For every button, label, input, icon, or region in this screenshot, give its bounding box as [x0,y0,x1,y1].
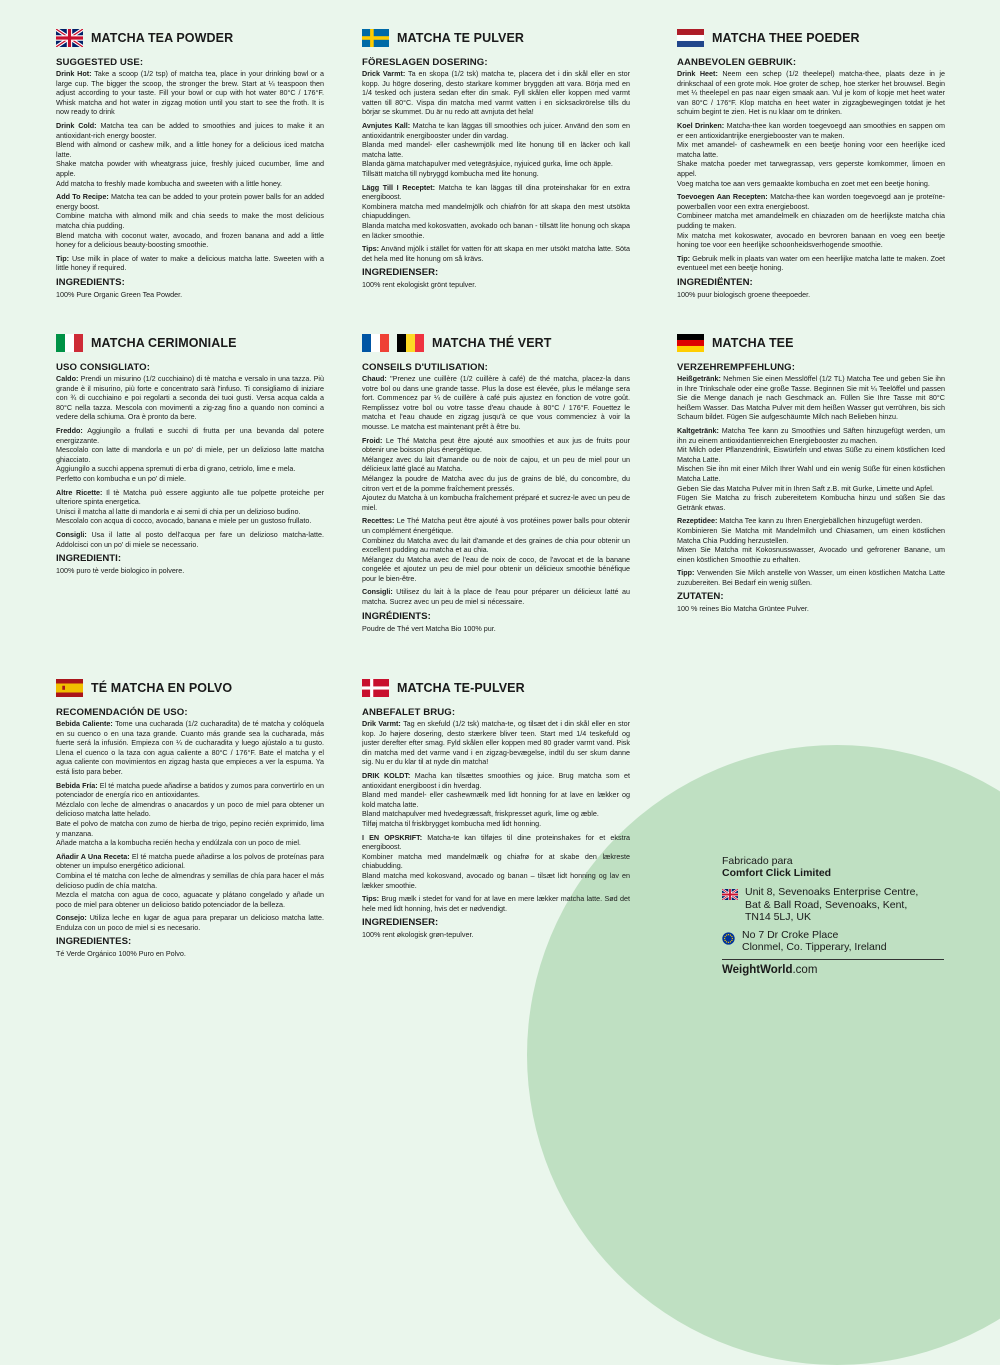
usage-lead: I EN OPSKRIFT: [362,832,423,842]
usage-lead: Consigli: [362,587,393,597]
usage-text: Matcha Tee kann zu Ihren Energiebällchen hinzugefügt werden. Kombinieren Sie Matcha mit Mandelmilch und Chiasamen, um einen köstlichen Matcha Chia Pudding herzustellen. Mixen Sie Matcha mit Kokosnusswasser, Avocado und gefrorener Banane, um einen köstlichen Smoothie zu erhalten. [677,516,945,564]
manufacturer-block [722,855,944,976]
netherlands-flag-icon [677,29,704,47]
section-swedish [362,28,630,290]
usage-heading: RECOMENDACIÓN DE USO: [56,707,188,718]
usage-paragraph [677,121,945,188]
usage-paragraph [677,374,945,422]
usage-lead: Tipp: [677,568,695,578]
usage-text: Matcha te kan läggas till dina proteinshakar för en extra energiboost. Kombinera matcha med mandelmjölk och chiafrön för att skapa den mest utsökta chiapuddingen. Blanda matcha med kokosvatten, avokado och banan - tillsätt lite honung och skapa en läcker smoothie. [362,182,630,240]
usage-paragraph [56,374,324,422]
usage-paragraph [56,69,324,117]
france-flag-icon [362,334,389,352]
address-line: TN14 5LJ, UK [745,911,811,923]
usage-lead: Koel Drinken: [677,120,725,130]
usage-lead: Kaltgetränk: [677,425,719,435]
usage-text: Matcha te kan läggas till smoothies och juicer. Använd den som en antioxidantrik energibooster under din vardag. Blanda med mandel- eller cashewmjölk med lite honung till en läcker och kall matcha latte. Blanda gärna matchapulver med vetegräsjuice, nyjuiced gurka, lime och äpple. Tillsätt matcha till nybryggd kombucha med lite honung. [362,120,630,178]
denmark-flag-icon [362,679,389,697]
website-brand: WeightWorld [722,963,793,976]
usage-paragraph [362,516,630,583]
section-header [677,333,945,353]
ingredients-heading: INGREDIENTI: [56,553,122,565]
section-title: MATCHA TEE [712,336,794,350]
usage-lead: Heißgetränk: [677,374,721,383]
usage-text: Matcha-thee kan worden toegevoegd aan je proteïne-powerballen voor een extra energieboost. Combineer matcha met amandelmelk en chiazaden om de heerlijkste matcha chia pudding te maken. Mix matcha met kokoswater, avocado en bevroren banaan en voeg een beetje honing toe voor een heerlijke schoonheidsverhogende smoothie. [677,192,945,250]
section-header [362,333,630,353]
usage-text: Gebruik melk in plaats van water om een heerlijke matcha latte te maken. Zoet eventueel met een beetje honing. [677,253,945,273]
eu-flag-icon [722,932,735,945]
usage-text: Ta en skopa (1/2 tsk) matcha te, placera det i din skål eller en stor kopp. Ju högre dosering, desto starkare kommer bryggden att vara. Börja med en 1/4 tesked och justera sedan efter din smak. Fyll skålen eller koppen med varmt vatten till 80°C. Vispa din matcha med varmt vatten i en sicksackrörelse tills du börjar se skummet. Du är nu redo att avnjuta det hela! [362,69,630,117]
usage-lead: Tip: [677,253,691,263]
usage-paragraph [362,374,630,432]
usage-text: Le Thé Matcha peut être ajouté à vos protéines power balls pour obtenir un complément énergétique. Combinez du Matcha avec du lait d'amande et des graines de chia pour obtenir un excellent pudding au matcha et au chia. Mélangez du Matcha avec de l'eau de noix de coco, de l'avocat et de la banane congelée et ajoutez un peu de miel pour obtenir un délicieux smoothie bénéfique pour le bien-être. [362,516,630,583]
usage-text: Matcha-te kan tilføjes til dine proteinshakes for et ekstra energiboost. Kombiner matcha med mandelmælk og chiafrø for at skabe den lækreste chiabudding. Bland matcha med kokosvand, avocado og banan – tilsæt lidt honning og lav en lækker smoothie. [362,832,630,890]
usage-lead: Añadir A Una Receta: [56,851,130,861]
usage-heading: FÖRESLAGEN DOSERING: [362,57,488,68]
ingredients-text: Té Verde Orgánico 100% Puro en Polvo. [56,949,186,959]
usage-text: Neem een schep (1/2 theelepel) matcha-thee, plaats deze in je drinkschaal of een grote mok. Hoe groter de schep, hoe sterker het brouwsel. Begin met ¼ theelepel en pas naar eigen smaak aan. Vul je kom of kopje met heet water van 80°C / 176°F. Klop matcha en heet water in zigzagbewegingen totdat je het schuim begint te zien. Het is nu klaar om te drinken. [677,69,945,117]
usage-lead: Recettes: [362,516,395,526]
usage-text: Matcha-thee kan worden toegevoegd aan smoothies en sappen om er een antioxidantrijke energiebooster van te maken. Mix met amandel- of cashewmelk en een beetje honing voor een heerlijke iced matcha latte. Shake matcha poeder met tarwegrassap, vers geperste komkommer, limoen en appel. Voeg matcha toe aan vers gemaakte kombucha en zoet met een beetje honing. [677,120,945,188]
usage-text: Matcha Tee kann zu Smoothies und Säften hinzugefügt werden, um ihn zu einem antioxidantienreichen Energiebooster zu machen. Mit Milch oder Pflanzendrink, Eiswürfeln und etwas Süße zu einem köstlichen Iced Matcha Latte. Mischen Sie ihn mit einer Milch Ihrer Wahl und ein wenig Süße für einen köstlichen Matcha Latte. Geben Sie das Matcha Pulver mit in Ihren Saft z.B. mit Gurke, Limette und Apfel. Fügen Sie Matcha zu frisch zubereitetem Kombucha hinzu und süßen Sie das Getränk etwas. [677,425,945,512]
ingredients-heading: INGREDIENTS: [56,276,125,288]
belgium-flag-icon [397,334,424,352]
section-title: MATCHA TE PULVER [397,31,525,45]
usage-lead: Rezeptidee: [677,516,718,526]
usage-text: El té matcha puede añadirse a batidos y zumos para convertirlo en un potenciador de energía rico en antioxidantes. Mézclalo con leche de almendras o anacardos y un poco de miel para obtener un delicioso matcha latte helado. Bate el polvo de matcha con zumo de hierba de trigo, pepino recién exprimido, lima y manzana. Añade matcha a la kombucha recién hecha y endúlzala con un poco de miel. [56,780,324,848]
usage-lead: DRIK KOLDT: [362,770,411,780]
usage-text: Prendi un misurino (1/2 cucchiaino) di tè matcha e versalo in una tazza. Più grande è il misurino, più forte e concentrato sarà l'infuso. Ti consigliamo di iniziare con ¾ di cucchiaino e poi regolarti a seconda dei tuoi gusti. Versa acqua calda a 80°C nella tazza. Mescola con movimenti a zig-zag fino a quando non cominci a vedere della schiuma. Ora è pronto da bere. [56,374,324,422]
usage-paragraph [677,516,945,564]
usage-lead: Froid: [362,435,383,445]
usage-text: Utiliza leche en lugar de agua para preparar un delicioso matcha latte. Endulza con un poco de miel si es necesario. [56,913,324,932]
usage-paragraph [56,913,324,932]
usage-lead: Tips: [362,244,380,254]
usage-text: Usa il latte al posto dell'acqua per fare un delizioso matcha-latte. Addolcisci con un po' di miele se necessario. [56,529,324,549]
section-header [362,678,630,698]
usage-text: Matcha tea can be added to smoothies and juices to make it an antioxidant-rich energy booster. Blend with almond or cashew milk, and a little honey for a delicious iced matcha latte. Shake matcha powder with wheatgrass juice, freshly juiced cucumber, lime and apple. Add matcha to freshly made kombucha and sweeten with a little honey. [56,120,324,188]
usage-lead: Chaud: [362,374,387,383]
section-title: MATCHA TE-PULVER [397,681,525,695]
usage-lead: Drik Varmt: [362,719,401,728]
usage-text: Aggiungilo a frullati e succhi di frutta per una bevanda dal potere energizzante. Mescolalo con latte di mandorla e un po' di miele, per un delizioso latte matcha ghiacciato. Aggiungilo a succhi appena spremuti di erba di grano, cetriolo, lime e mela. Perfetto con kombucha e un po' di miele. [56,425,324,483]
section-german [677,333,945,614]
usage-lead: Tips: [362,894,380,904]
usage-heading: ANBEFALET BRUG: [362,707,456,718]
usage-text: Brug mælk i stedet for vand for at lave en mere lækker matcha latte. Sød det hele med lidt honning, hvis det er nødvendigt. [362,894,630,913]
uk-flag-icon [722,889,738,900]
section-title: MATCHA THEE POEDER [712,31,860,45]
usage-text: Tag en skefuld (1/2 tsk) matcha-te, og tilsæt det i din skål eller en stor kop. Jo højere dosering, desto stærkere bliver teen. Start med 1/4 teskefuld og juster derefter efter smag. Fyld skålen eller koppen med 80 grader varmt vand. Pisk din matcha med det varme vand i en zigzag-bevægelse, indtil du ser skum danne sig. Nu er du klar til at nyde din matcha! [362,719,630,767]
section-header [362,28,630,48]
section-danish [362,678,630,940]
ingredients-text: Poudre de Thé vert Matcha Bio 100% pur. [362,623,496,633]
section-english [56,28,324,299]
ingredients-heading: INGREDIENTES: [56,936,132,948]
usage-lead: Tip: [56,253,70,263]
usage-paragraph [56,781,324,848]
address-line: No 7 Dr Croke Place [742,928,839,941]
usage-text: Använd mjölk i stället för vatten för att skapa en mer utsökt matcha latte. Söta det hela med lite honung om så krävs. [362,244,630,263]
usage-text: "Prenez une cuillère (1/2 cuillère à café) de thé matcha, placez-la dans votre bol ou dans une grande tasse. Plus la dose est élevée, plus le mélange sera fort. Commencez par ¼ de cuillère à café puis ajustez en fonction de votre goût. Remplissez votre bol ou votre tasse d'eau chaude à 80°C / 176°F. Fouettez le matcha et l'eau chaude en zigzag jusqu'à ce que vous commenciez à voir la mousse. Le matcha est maintenant prêt à être bu. [362,374,630,431]
usage-lead: Drink Heet: [677,69,718,78]
usage-text: Use milk in place of water to make a delicious matcha latte. Sweeten with a little honey if required. [56,253,324,273]
usage-text: Nehmen Sie einen Messlöffel (1/2 TL) Matcha Tee und geben Sie ihn in Ihre Trinkschale oder eine große Tasse. Beginnen Sie mit ¼ Teelöffel und passen Sie die Menge danach je nach Geschmack an. Füllen Sie Ihre Tasse mit 80°C heißem Wasser. Das Matcha Pulver mit dem heißen Wasser gut verrühren, bis sich Schaum bildet. Fügen Sie aufgeschäumte Milch nach Belieben hinzu. [677,374,945,422]
italy-flag-icon [56,334,83,352]
usage-lead: Add To Recipe: [56,192,109,202]
address-line: Unit 8, Sevenoaks Enterprise Centre, [745,886,919,898]
usage-lead: Toevoegen Aan Recepten: [677,192,768,202]
usage-lead: Bebida Caliente: [56,719,113,728]
usage-paragraph [56,530,324,549]
germany-flag-icon [677,334,704,352]
section-header [677,28,945,48]
usage-text: Matcha tea can be added to your protein power balls for an added energy boost. Combine matcha with almond milk and chia seeds to make the most delicious matcha chia pudding. Blend matcha with coconut water, avocado, and frozen banana and add a little honey for a delicious beauty-boosting smoothie. [56,192,324,250]
usage-heading: CONSEILS D'UTILISATION: [362,362,488,373]
ingredients-text: 100% puro tè verde biologico in polvere. [56,566,185,576]
usage-paragraph [362,121,630,179]
section-spanish [56,678,324,959]
usage-text: Tome una cucharada (1/2 cucharadita) de té matcha y colóquela en su cuenco o en una taza grande. Cuanto más grande sea la cucharada, más fuerte será la infusión. Empieza con ¼ de cucharadita y luego ajústalo a tu gusto. Llena el cuenco o la taza con agua caliente a 80°C / 176°F. Bate el matcha y el agua caliente con movimientos en zigzag hasta que empieces a ver la espuma. Ya está listo para beber. [56,719,324,776]
usage-lead: Caldo: [56,374,79,383]
usage-paragraph [362,771,630,829]
section-header [56,28,324,48]
usage-heading: SUGGESTED USE: [56,57,144,68]
usage-paragraph [362,69,630,117]
usage-lead: Avnjutes Kall: [362,120,411,130]
usage-text: Take a scoop (1/2 tsp) of matcha tea, place in your drinking bowl or a large cup. The bigger the scoop, the stronger the brew. Start at ¼ teaspoon then adjust according to your taste. Fill your bowl or cup with hot water 80°C / 176°F. Whisk matcha and hot water in zigzag motion until you start to see the froth. It is now ready to drink [56,69,324,117]
section-title: MATCHA TEA POWDER [91,31,234,45]
sweden-flag-icon [362,29,389,47]
usage-paragraph [56,192,324,250]
usage-paragraph [362,894,630,913]
ie-address [722,929,944,954]
usage-paragraph [677,69,945,117]
ingredients-heading: INGREDIËNTEN: [677,276,753,288]
usage-lead: Bebida Fría: [56,780,98,790]
usage-text: El té matcha puede añadirse a los polvos de proteínas para obtener un impulso energético adicional. Combina el té matcha con leche de almendras y semillas de chía para hacer el más delicioso pudín de chía matcha. Mezcla el matcha con agua de coco, aguacate y plátano congelado y añade un poco de miel para obtener un delicioso batido potenciador de la belleza. [56,851,324,909]
ingredients-text: 100% Pure Organic Green Tea Powder. [56,289,183,299]
ingredients-text: 100% rent ekologiskt grönt tepulver. [362,280,477,290]
ingredients-text: 100 % reines Bio Matcha Grüntee Pulver. [677,604,809,614]
section-title: MATCHA THÉ VERT [432,336,552,350]
section-title: MATCHA CERIMONIALE [91,336,237,350]
usage-lead: Drink Cold: [56,120,97,130]
section-title: TÉ MATCHA EN POLVO [91,681,233,695]
usage-lead: Freddo: [56,425,83,435]
usage-lead: Altre Ricette: [56,487,103,497]
uk-address [722,886,944,924]
website-domain: .com [792,963,818,976]
usage-paragraph [362,183,630,241]
usage-paragraph [362,587,630,606]
uk-flag-icon [56,29,83,47]
usage-text: Le Thé Matcha peut être ajouté aux smoothies et aux jus de fruits pour obtenir une boisson plus énergétique. Mélangez avec du lait d'amande ou de noix de cajou, et un peu de miel pour un délicieux latté glacé au Matcha. Mélangez la poudre de Matcha avec du jus de grains de blé, du concombre, du citron vert et de la pomme fraîchement pressés. Ajoutez du Matcha à un kombucha fraîchement préparé et sucrez-le avec un peu de miel. [362,435,630,512]
usage-paragraph [56,254,324,273]
made-for-label: Fabricado para [722,855,793,867]
section-french [362,333,630,633]
ingredients-text: 100% puur biologisch groene theepoeder. [677,289,811,299]
usage-lead: Consigli: [56,529,87,539]
ingredients-heading: INGRÉDIENTS: [362,610,431,622]
usage-paragraph [56,719,324,777]
section-header [56,333,324,353]
usage-paragraph [677,192,945,250]
address-line: Bat & Ball Road, Sevenoaks, Kent, [745,898,908,911]
usage-paragraph [56,852,324,910]
usage-paragraph [56,488,324,526]
usage-paragraph [362,436,630,513]
divider [722,959,944,960]
usage-lead: Drink Hot: [56,69,92,78]
spain-flag-icon [56,679,83,697]
usage-text: Utilisez du lait à la place de l'eau pour préparer un délicieux latté au matcha. Sucrez avec un peu de miel si nécessaire. [362,587,630,607]
ingredients-heading: INGREDIENSER: [362,917,439,929]
ingredients-text: 100% rent økologisk grøn-tepulver. [362,930,474,940]
usage-text: Macha kan tilsættes smoothies og juice. Brug matcha som et antioxidant energiboost i din hverdag. Bland med mandel- eller cashewmælk med lidt honning for at lave en lækker og kold matcha latte. Bland matchapulver med hvedegræssaft, friskpresset agurk, lime og æble. Tilføj matcha til friskbrygget kombucha med lidt honning. [362,770,630,828]
usage-paragraph [56,426,324,484]
usage-heading: VERZEHREMPFEHLUNG: [677,362,795,373]
usage-text: Il tè Matcha può essere aggiunto alle tue polpette proteiche per ulteriore spinta energetica. Unisci il matcha al latte di mandorla e ai semi di chia per un delizioso budino. Mescolalo con acqua di cocco, avocado, banana e miele per un gustoso frullato. [56,487,324,526]
ingredients-heading: ZUTATEN: [677,591,724,603]
usage-paragraph [56,121,324,188]
usage-text: Verwenden Sie Milch anstelle von Wasser, um einen köstlichen Matcha Latte zuzubereiten. Bei Bedarf ein wenig süßen. [677,568,945,587]
section-dutch [677,28,945,299]
usage-lead: Consejo: [56,913,87,923]
website-link[interactable] [722,964,944,976]
usage-paragraph [362,719,630,767]
usage-lead: Drick Varmt: [362,69,406,78]
address-line: Clonmel, Co. Tipperary, Ireland [742,941,887,953]
usage-paragraph [677,426,945,512]
usage-paragraph [677,568,945,587]
section-header [56,678,324,698]
usage-paragraph [362,833,630,891]
usage-heading: AANBEVOLEN GEBRUIK: [677,57,797,68]
section-italian [56,333,324,576]
ingredients-heading: INGREDIENSER: [362,267,439,279]
usage-paragraph [362,244,630,263]
usage-heading: USO CONSIGLIATO: [56,362,150,373]
usage-paragraph [677,254,945,273]
usage-lead: Lägg Till I Receptet: [362,182,436,192]
company-name: Comfort Click Limited [722,867,832,879]
